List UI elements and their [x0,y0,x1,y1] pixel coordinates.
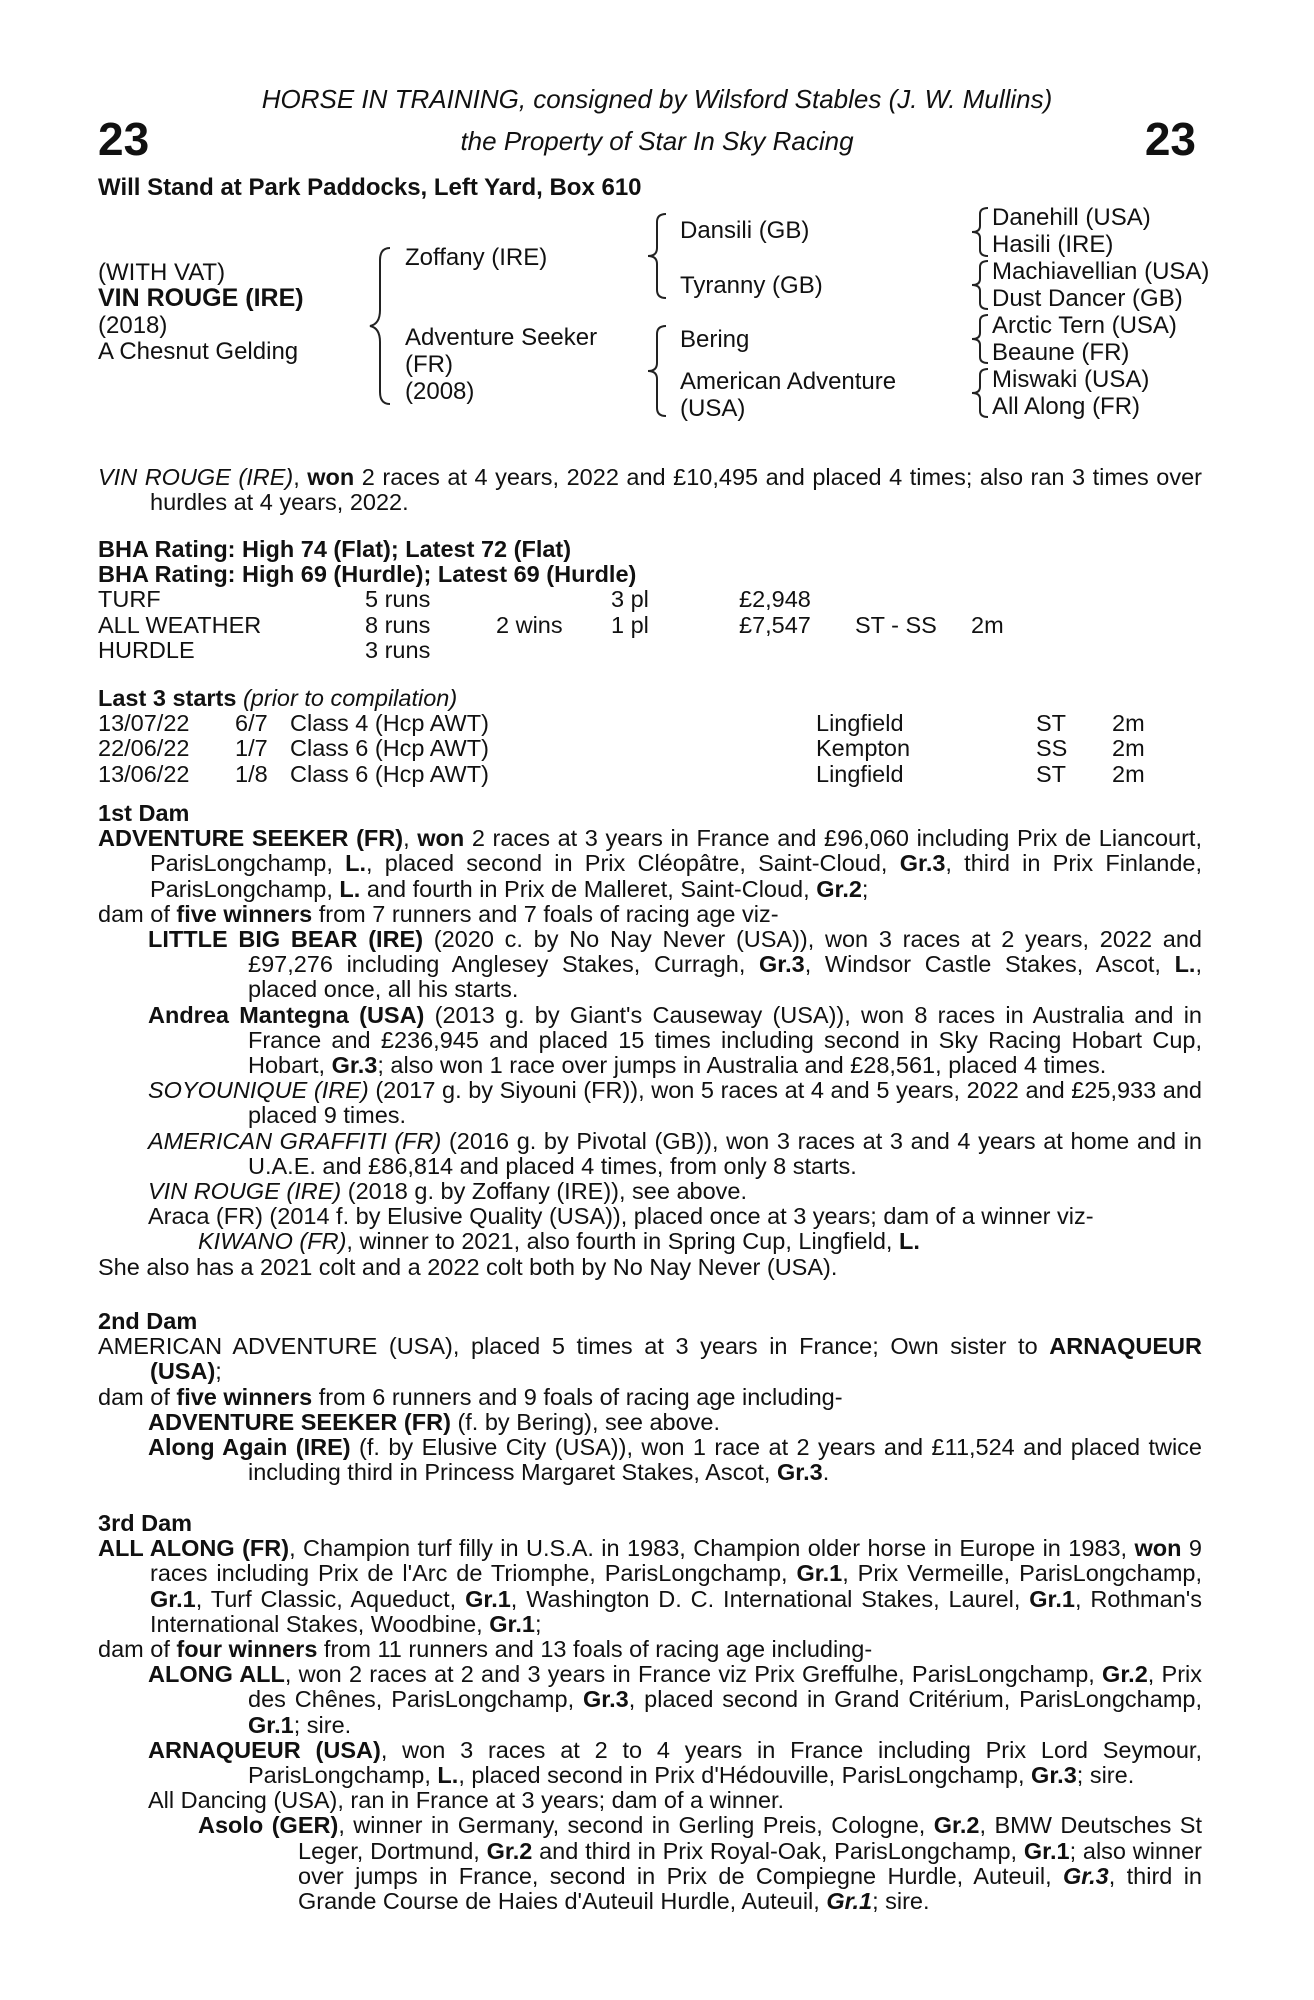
produce-name: ARNAQUEUR (USA) [148,1736,381,1763]
record-prize: £7,547 [739,611,811,638]
list-item [98,1435,1202,1485]
gg-1: Danehill (USA) [992,204,1151,231]
brace-sd [970,259,992,311]
text-run: ; sire. [293,1711,352,1738]
start-course: Lingfield [816,760,904,787]
second-dam-paragraph [98,1334,1202,1384]
record-prize: £2,948 [739,586,811,613]
record-distance [971,587,1004,612]
text-run: (2018 g. by Zoffany (IRE)), see above. [341,1178,748,1205]
produce-name: SOYOUNIQUE (IRE) [148,1077,369,1104]
record-placed: 3 pl [611,586,649,613]
list-item [98,1410,1202,1435]
text-run: AMERICAN ADVENTURE (USA), placed 5 times at 3 years in France; Own sister to [98,1333,1050,1360]
dam-year: (2008) [405,378,475,405]
list-item [98,1738,1202,1788]
start-class: Class 6 (Hcp AWT) [290,735,489,762]
dam-country: (FR) [405,351,453,378]
start-going: SS [1036,735,1068,762]
grade-label: Gr.3 [1031,1762,1077,1789]
last-starts [98,686,1202,787]
grade-label: Gr.2 [1102,1661,1148,1688]
first-dam-also: She also has a 2021 colt and a 2022 colt both by No Nay Never (USA). [98,1253,838,1280]
start-date: 13/07/22 [98,710,190,737]
grade-label: Gr.1 [1023,1837,1070,1864]
start-position: 6/7 [235,710,268,737]
produce-name: VIN ROUGE (IRE) [148,1178,342,1205]
second-dam-section [98,1309,1202,1485]
text-run: from 11 runners and 13 foals of racing age including- [317,1636,873,1663]
gg-4: Dust Dancer (GB) [992,285,1183,312]
table-row [98,762,1145,787]
table-row [98,587,1004,612]
produce-name: ALONG ALL [148,1661,285,1688]
record-going: ST - SS [855,611,937,638]
text-run: (2013 g. by Giant's Causeway (USA)), won 8 races in Australia and in France and £236,945 and placed 15 times including second in Sky Racing Hobart Cup, Hobart, [248,1001,1203,1079]
gg-7: Miswaki (USA) [992,366,1150,393]
start-date: 22/06/22 [98,735,190,762]
last-starts-table [98,711,1145,787]
sister-name: ARNAQUEUR (USA) [150,1333,1202,1385]
grade-label: Gr.3 [583,1686,629,1713]
brace-ds [970,313,992,365]
record-runs: 5 runs [365,586,431,613]
list-item [98,1813,1202,1914]
grade-label: Gr.2 [486,1837,533,1864]
text-run: (f. by Elusive City (USA)), won 1 race at 2 years and £11,524 and placed twice including third in Princess Margaret Stakes, Ascot, [248,1434,1202,1486]
brace-sire [646,212,672,300]
dam-dam: American Adventure [680,368,897,395]
text-run: ; [861,875,869,902]
text-run: ; sire. [872,1888,930,1915]
second-dam-produce-intro [98,1385,1202,1410]
sire-sire: Dansili (GB) [680,217,810,244]
grade-label: Gr.2 [933,1812,980,1839]
grade-label: Gr.1 [1029,1585,1075,1612]
text-run: , placed second in Grand Critérium, ParisLongchamp, [628,1686,1202,1713]
table-row [98,638,1004,663]
text-run: ; [215,1358,222,1385]
ratings-block [98,537,1202,663]
text-run: , Washington D. C. International Stakes, Laurel, [510,1585,1030,1612]
start-position: 1/7 [235,735,268,762]
grade-label: Gr.1 [796,1560,843,1587]
grade-label: Gr.1 [248,1711,294,1738]
sire-dam: Tyranny (GB) [680,272,823,299]
winners-count: four winners [176,1636,318,1663]
record-placed [611,638,739,663]
grade-label: Gr.1 [489,1610,535,1637]
record-runs: 3 runs [365,636,431,663]
list-item [98,927,1202,1003]
text-run: , won 3 races at 2 to 4 years in France including Prix Lord Seymour, ParisLongchamp, [248,1736,1202,1789]
start-class: Class 4 (Hcp AWT) [290,710,489,737]
grade-label: Gr.1 [150,1585,196,1612]
record-distance [971,638,1004,663]
record-surface: TURF [98,586,161,613]
list-item [98,1662,1202,1738]
text-run: , Windsor Castle Stakes, Ascot, [804,951,1175,978]
gg-2: Hasili (IRE) [992,231,1114,258]
grade-label: L. [339,875,361,902]
produce-name: Andrea Mantegna (USA) [148,1001,425,1028]
text-run: . [822,1459,830,1486]
text-run: from 6 runners and 9 foals of racing age including- [312,1383,843,1410]
text-run: and fourth in Prix de Malleret, Saint-Cloud, [360,875,817,902]
grade-label: Gr.3 [777,1459,823,1486]
text-run: , winner to 2021, also fourth in Spring Cup, Lingfield, [346,1228,899,1255]
first-dam-name: ADVENTURE SEEKER (FR) [98,825,404,852]
third-dam-paragraph [98,1536,1202,1637]
text-run: (2016 g. by Pivotal (GB)), won 3 races at 3 and 4 years at home and in U.A.E. and £86,814 and placed 4 times, from only 8 starts. [248,1127,1202,1179]
list-item: Araca (FR) (2014 f. by Elusive Quality (USA)), placed once at 3 years; dam of a winner viz- [148,1203,1094,1230]
grade-label: Gr.3 [759,951,805,978]
start-distance: 2m [1112,735,1145,762]
text-run: , Rothman's International Stakes, Woodbine, [150,1585,1202,1637]
record-prize [739,638,855,663]
grade-label: Gr.1 [465,1585,511,1612]
owner-line: the Property of Star In Sky Racing [460,126,854,156]
grade-label: L. [898,1228,920,1255]
text-run: , third in Prix Finlande, ParisLongchamp, [150,850,1203,902]
career-record-table [98,587,1004,663]
gg-5: Arctic Tern (USA) [992,312,1177,339]
record-surface: ALL WEATHER [98,611,262,638]
first-dam-produce-intro [98,902,1202,927]
lot-number-right: 23 [1144,113,1196,165]
first-dam-section [98,801,1202,1280]
foaling-year: (2018) [98,312,168,339]
text-run: , BMW Deutsches St Leger, Dortmund, [298,1812,1203,1864]
record-wins [496,587,611,612]
list-item: All Dancing (USA), ran in France at 3 years; dam of a winner. [148,1787,785,1814]
winners-count: five winners [176,1383,313,1410]
text-run: , Turf Classic, Aqueduct, [195,1585,466,1612]
list-item [98,1229,1202,1254]
text-run: 2 races at 3 years in France and £96,060 including Prix de Liancourt, ParisLongchamp, [150,825,1202,877]
list-item [98,1003,1202,1079]
produce-name: Asolo (GER) [198,1812,339,1839]
summary-won: won [307,464,355,490]
won-label: won [417,825,465,852]
grade-label: Gr.3 [899,850,946,877]
start-going: ST [1036,710,1067,737]
text-run: (f. by Bering), see above. [450,1408,721,1435]
second-dam-heading: 2nd Dam [98,1308,198,1334]
start-distance: 2m [1112,710,1145,737]
third-dam-name: ALL ALONG (FR) [98,1535,290,1562]
consignor-line: HORSE IN TRAINING, consigned by Wilsford Stables (J. W. Mullins) [261,84,1053,114]
lot-number-left: 23 [98,113,150,165]
start-course: Kempton [816,735,911,762]
text-run: dam of [98,900,177,927]
gg-6: Beaune (FR) [992,339,1130,366]
brace-main [368,246,398,406]
summary-text: 2 races at 4 years, 2022 and £10,495 and placed 4 times; also ran 3 times over hurdles at 4 years, 2022. [150,464,1202,516]
text-run: (2020 c. by No Nay Never (USA)), won 3 races at 2 years, 2022 and £97,276 including Anglesey Stakes, Curragh, [248,926,1202,978]
grade-label: Gr.2 [816,875,862,902]
first-dam-heading: 1st Dam [98,800,190,826]
brace-dam [646,324,672,418]
horse-name: VIN ROUGE (IRE) [98,284,304,312]
table-row [98,736,1145,761]
dam-sire: Bering [680,326,750,353]
list-item [98,1078,1202,1128]
text-run: from 7 runners and 7 foals of racing age viz- [312,900,779,927]
won-label: won [1134,1535,1182,1562]
produce-name: ADVENTURE SEEKER (FR) [148,1408,451,1435]
grade-label: Gr.3 [1063,1862,1109,1889]
first-dam-paragraph: ADVENTURE SEEKER (FR), won 2 races at 3 years in France and £96,060 including Prix de Liancourt, ParisLongchamp, L., placed second in Prix Cléopâtre, Saint-Cloud, Gr.3, third in Prix Finlande, ParisLongchamp, L. and fourth in Prix de Malleret, Saint-Cloud, Gr.2; [98,825,1203,902]
text-run: dam of [98,1383,177,1410]
record-runs: 8 runs [365,611,431,638]
text-run: , won 2 races at 2 and 3 years in France viz Prix Greffulhe, ParisLongchamp, [284,1661,1103,1688]
record-wins [496,638,611,663]
start-distance: 2m [1112,760,1145,787]
text-run: (2017 g. by Siyouni (FR)), won 5 races at 4 and 5 years, 2022 and £25,933 and placed 9 times. [248,1077,1202,1129]
text-run: , placed once, all his starts. [248,951,1202,1003]
third-dam-produce-intro [98,1637,1202,1662]
start-position: 1/8 [235,760,268,787]
text-run: , Prix des Chênes, ParisLongchamp, [248,1661,1203,1713]
record-surface: HURDLE [98,636,195,663]
start-date: 13/06/22 [98,760,190,787]
horse-description: A Chesnut Gelding [98,338,299,365]
text-run: and third in Prix Royal-Oak, ParisLongchamp, [532,1837,1024,1864]
text-run: ; [534,1610,542,1637]
winners-count: five winners [176,900,313,927]
grade-label: L. [1174,951,1196,978]
bha-rating-flat: BHA Rating: High 74 (Flat); Latest 72 (Flat) [98,536,572,562]
record-going [855,638,971,663]
text-run: , Prix Vermeille, ParisLongchamp, [842,1560,1202,1587]
dam: Adventure Seeker [405,324,598,351]
produce-name: AMERICAN GRAFFITI (FR) [148,1127,442,1154]
record-wins: 2 wins [496,611,563,638]
record-going [855,587,971,612]
brace-dd [970,367,992,419]
third-dam-section [98,1511,1202,1914]
race-summary: VIN ROUGE (IRE), won 2 races at 4 years, 2022 and £10,495 and placed 4 times; also ran 3 times over hurdles at 4 years, 2022. [98,464,1202,516]
grade-label: Gr.1 [826,1888,873,1915]
produce-name: Along Again (IRE) [148,1434,351,1461]
third-dam-heading: 3rd Dam [98,1510,193,1536]
text-run: 9 races including Prix de l'Arc de Triomphe, ParisLongchamp, [150,1535,1203,1587]
last-starts-title: Last 3 starts [98,685,237,711]
stand-location: Will Stand at Park Paddocks, Left Yard, Box 610 [98,174,642,201]
table-row [98,613,1004,638]
start-course: Lingfield [816,710,904,737]
summary-horse-name: VIN ROUGE (IRE) [98,464,294,490]
produce-name: LITTLE BIG BEAR (IRE) [148,926,424,953]
sire: Zoffany (IRE) [405,244,548,271]
brace-ss [970,206,992,258]
text-run: , third in Grande Course de Haies d'Auteuil Hurdle, Auteuil, [298,1862,1203,1915]
grade-label: L. [345,850,367,877]
table-row [98,711,1145,736]
grade-label: L. [437,1762,459,1789]
start-class: Class 6 (Hcp AWT) [290,760,489,787]
text-run: , winner in Germany, second in Gerling Preis, Cologne, [338,1812,934,1839]
list-item [98,1179,1202,1204]
record-placed: 1 pl [611,611,649,638]
text-run: ; also won 1 race over jumps in Australia and £28,561, placed 4 times. [377,1052,1107,1079]
grade-label: Gr.3 [331,1052,378,1079]
start-going: ST [1036,760,1067,787]
bha-rating-hurdle: BHA Rating: High 69 (Hurdle); Latest 69 (Hurdle) [98,561,637,588]
text-run: , Champion turf filly in U.S.A. in 1983, Champion older horse in Europe in 1983, [289,1535,1135,1562]
record-distance: 2m [971,611,1004,638]
text-run: , placed second in Prix Cléopâtre, Saint-Cloud, [366,850,900,877]
gg-3: Machiavellian (USA) [992,258,1210,285]
list-item [98,1129,1202,1179]
text-run: , placed second in Prix d'Hédouville, ParisLongchamp, [458,1762,1032,1789]
dam-dam-country: (USA) [680,395,746,422]
gg-8: All Along (FR) [992,393,1141,420]
produce-name: KIWANO (FR) [198,1228,347,1255]
vat-note: (WITH VAT) [98,259,226,286]
last-starts-note: (prior to compilation) [242,685,458,711]
text-run: ; also winner over jumps in France, second in Prix de Compiegne Hurdle, Auteuil, [298,1837,1202,1889]
text-run: ; sire. [1076,1762,1135,1789]
text-run: dam of [98,1636,177,1663]
